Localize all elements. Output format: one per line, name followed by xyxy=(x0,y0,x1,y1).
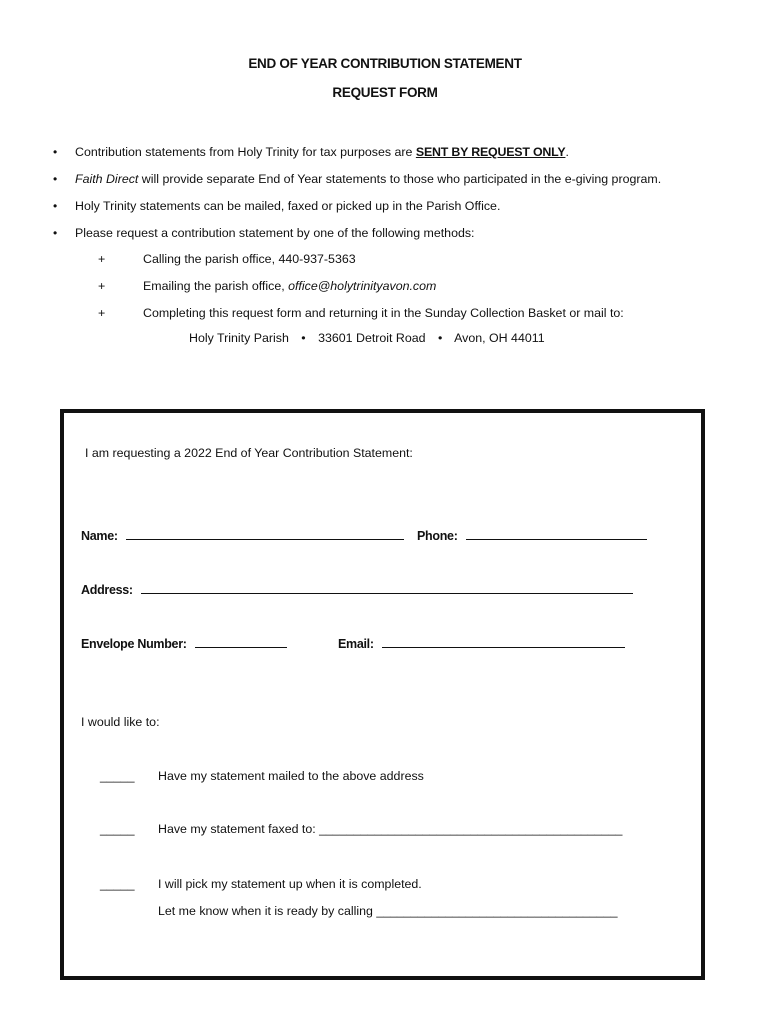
bullet-faith-direct xyxy=(75,172,661,186)
method-marker: + xyxy=(98,306,106,320)
address-parish: Holy Trinity Parish xyxy=(189,331,289,345)
bullet-request-methods: Please request a contribution statement by one of the following methods: xyxy=(75,226,475,240)
request-statement-line: I am requesting a 2022 End of Year Contribution Statement: xyxy=(85,446,413,460)
name-field[interactable] xyxy=(126,528,404,540)
request-form-box xyxy=(60,409,705,980)
bullet-dot: • xyxy=(53,145,58,159)
method-email xyxy=(143,279,436,293)
fax-option-checkbox[interactable]: _____ xyxy=(100,822,135,836)
address-separator: • xyxy=(301,331,306,345)
mail-option-label: Have my statement mailed to the above address xyxy=(158,769,424,783)
address-field[interactable] xyxy=(141,582,633,594)
form-title: END OF YEAR CONTRIBUTION STATEMENT xyxy=(248,56,522,71)
name-label: Name: xyxy=(81,529,118,543)
email-label: Email: xyxy=(338,637,374,651)
bullet-request-only xyxy=(75,145,569,159)
pickup-option-label: I will pick my statement up when it is completed. xyxy=(158,877,422,891)
mailing-address xyxy=(189,331,545,345)
bullet-text-suffix: . xyxy=(565,145,569,159)
mail-option-checkbox[interactable]: _____ xyxy=(100,769,135,783)
name-field-row xyxy=(81,527,404,545)
fax-option-label[interactable]: Have my statement faxed to: ____________________________________________ xyxy=(158,822,623,836)
address-street: 33601 Detroit Road xyxy=(318,331,426,345)
pickup-call-line[interactable]: Let me know when it is ready by calling ___________________________________ xyxy=(158,904,618,918)
pickup-option-checkbox[interactable]: _____ xyxy=(100,877,135,891)
request-only-emphasis: SENT BY REQUEST ONLY xyxy=(415,145,566,159)
bullet-statements-delivery: Holy Trinity statements can be mailed, faxed or picked up in the Parish Office. xyxy=(75,199,501,213)
address-city: Avon, OH 44011 xyxy=(454,331,545,345)
bullet-dot: • xyxy=(53,199,58,213)
method-email-text: Emailing the parish office, xyxy=(143,279,289,293)
method-marker: + xyxy=(98,252,106,266)
bullet-text: Contribution statements from Holy Trinity for tax purposes are xyxy=(75,145,416,159)
would-like-label: I would like to: xyxy=(81,715,160,729)
method-form: Completing this request form and returning it in the Sunday Collection Basket or mail to: xyxy=(143,306,624,320)
email-field-row xyxy=(338,635,625,653)
bullet-dot: • xyxy=(53,172,58,186)
method-call: Calling the parish office, 440-937-5363 xyxy=(143,252,356,266)
address-label: Address: xyxy=(81,583,133,597)
address-field-row xyxy=(81,581,633,599)
envelope-field-row xyxy=(81,635,287,653)
faith-direct-name: Faith Direct xyxy=(75,172,139,186)
bullet-text: will provide separate End of Year statements to those who participated in the e-giving program. xyxy=(138,172,662,186)
parish-email-link[interactable]: office@holytrinityavon.com xyxy=(288,279,437,293)
bullet-dot: • xyxy=(53,226,58,240)
form-subtitle: REQUEST FORM xyxy=(332,85,438,100)
envelope-number-field[interactable] xyxy=(195,636,287,648)
method-marker: + xyxy=(98,279,106,293)
address-separator: • xyxy=(438,331,443,345)
envelope-number-label: Envelope Number: xyxy=(81,637,187,651)
phone-field[interactable] xyxy=(466,528,647,540)
phone-label: Phone: xyxy=(417,529,458,543)
phone-field-row xyxy=(417,527,647,545)
email-field[interactable] xyxy=(382,636,625,648)
